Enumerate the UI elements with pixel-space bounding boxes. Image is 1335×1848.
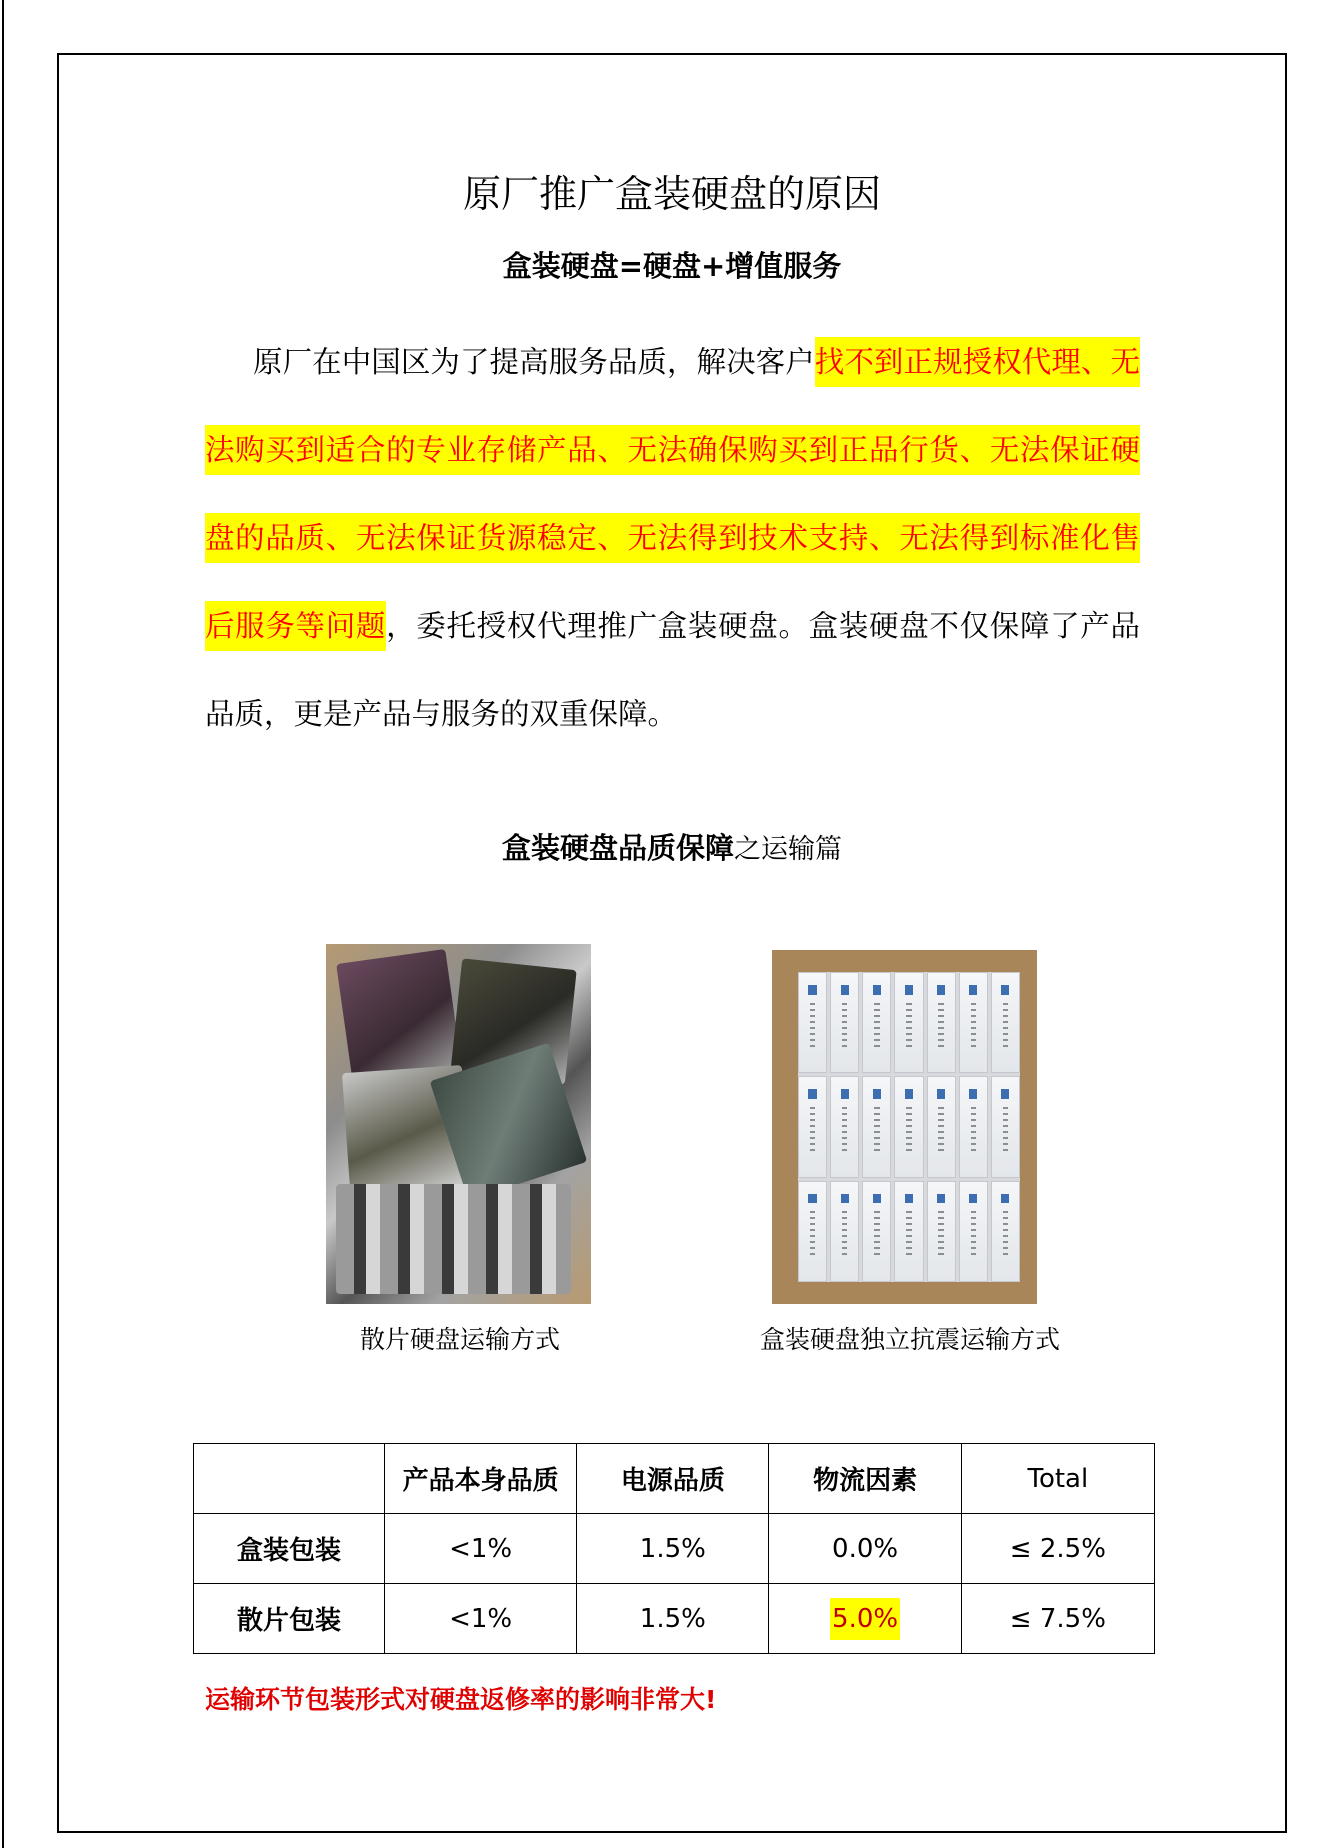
- retail-box: [862, 1181, 891, 1282]
- retail-box: [927, 1076, 956, 1177]
- loose-drive-photo: [326, 944, 591, 1304]
- page-subtitle: 盒装硬盘=硬盘+增值服务: [502, 249, 842, 283]
- section-heading-strong: 盒装硬盘品质保障: [501, 831, 734, 865]
- table-cell: ≤ 7.5%: [961, 1584, 1154, 1654]
- table-header-total: Total: [961, 1444, 1154, 1514]
- retail-box: [894, 972, 923, 1073]
- table-cell: 1.5%: [577, 1514, 769, 1584]
- table-header-corner: [194, 1444, 385, 1514]
- retail-box: [991, 972, 1020, 1073]
- section-heading: [57, 828, 1287, 870]
- retail-box: [927, 1181, 956, 1282]
- boxed-photo-caption: 盒装硬盘独立抗震运输方式: [759, 1325, 1060, 1354]
- retail-box: [830, 972, 859, 1073]
- table-cell: <1%: [385, 1514, 577, 1584]
- section-heading-rest: 之运输篇: [734, 834, 842, 865]
- page-edge-line: [2, 0, 4, 1848]
- retail-box: [959, 972, 988, 1073]
- table-cell: ≤ 2.5%: [961, 1514, 1154, 1584]
- retail-box: [862, 972, 891, 1073]
- table-row: [194, 1584, 1155, 1654]
- table-cell: <1%: [385, 1584, 577, 1654]
- antistatic-bag: [336, 1184, 571, 1294]
- table-cell: 0.0%: [769, 1514, 961, 1584]
- table-header-product-quality: 产品本身品质: [385, 1444, 577, 1514]
- table-row-label: 散片包装: [194, 1584, 385, 1654]
- retail-box: [991, 1181, 1020, 1282]
- table-cell-highlighted: [769, 1584, 961, 1654]
- retail-box: [894, 1076, 923, 1177]
- table-cell: 1.5%: [577, 1584, 769, 1654]
- paragraph-outro: ，委托授权代理推广盒装硬盘。盒装硬盘不仅保障了产品品质，更是产品与服务的双重保障。: [205, 609, 1140, 731]
- page-title: 原厂推广盒装硬盘的原因: [462, 172, 881, 216]
- logistics-loose-value: 5.0%: [830, 1598, 900, 1640]
- retail-box: [959, 1181, 988, 1282]
- loose-photo-caption: 散片硬盘运输方式: [359, 1325, 560, 1354]
- antistatic-bag: [336, 949, 462, 1083]
- retail-box: [991, 1076, 1020, 1177]
- boxed-drive-photo: [772, 950, 1037, 1304]
- table-row-label: 盒装包装: [194, 1514, 385, 1584]
- retail-box: [862, 1076, 891, 1177]
- retail-box: [927, 972, 956, 1073]
- intro-paragraph: [205, 318, 1140, 758]
- retail-box: [830, 1181, 859, 1282]
- conclusion-note: 运输环节包装形式对硬盘返修率的影响非常大!: [205, 1685, 717, 1714]
- table-header-logistics: 物流因素: [769, 1444, 961, 1514]
- retail-box: [798, 972, 827, 1073]
- paragraph-intro: 原厂在中国区为了提高服务品质，解决客户: [253, 345, 815, 379]
- retail-box: [798, 1076, 827, 1177]
- retail-box: [830, 1076, 859, 1177]
- retail-box: [959, 1076, 988, 1177]
- repair-rate-table: [193, 1443, 1155, 1654]
- retail-box-grid: [798, 972, 1020, 1282]
- table-header-power-quality: 电源品质: [577, 1444, 769, 1514]
- retail-box: [894, 1181, 923, 1282]
- table-row: [194, 1514, 1155, 1584]
- paragraph-highlight: 找不到正规授权代理、无法购买到适合的专业存储产品、无法确保购买到正品行货、无法保证硬盘的品质、无法保证货源稳定、无法得到技术支持、无法得到标准化售后服务等问题: [205, 337, 1140, 651]
- table-header-row: [194, 1444, 1155, 1514]
- retail-box: [798, 1181, 827, 1282]
